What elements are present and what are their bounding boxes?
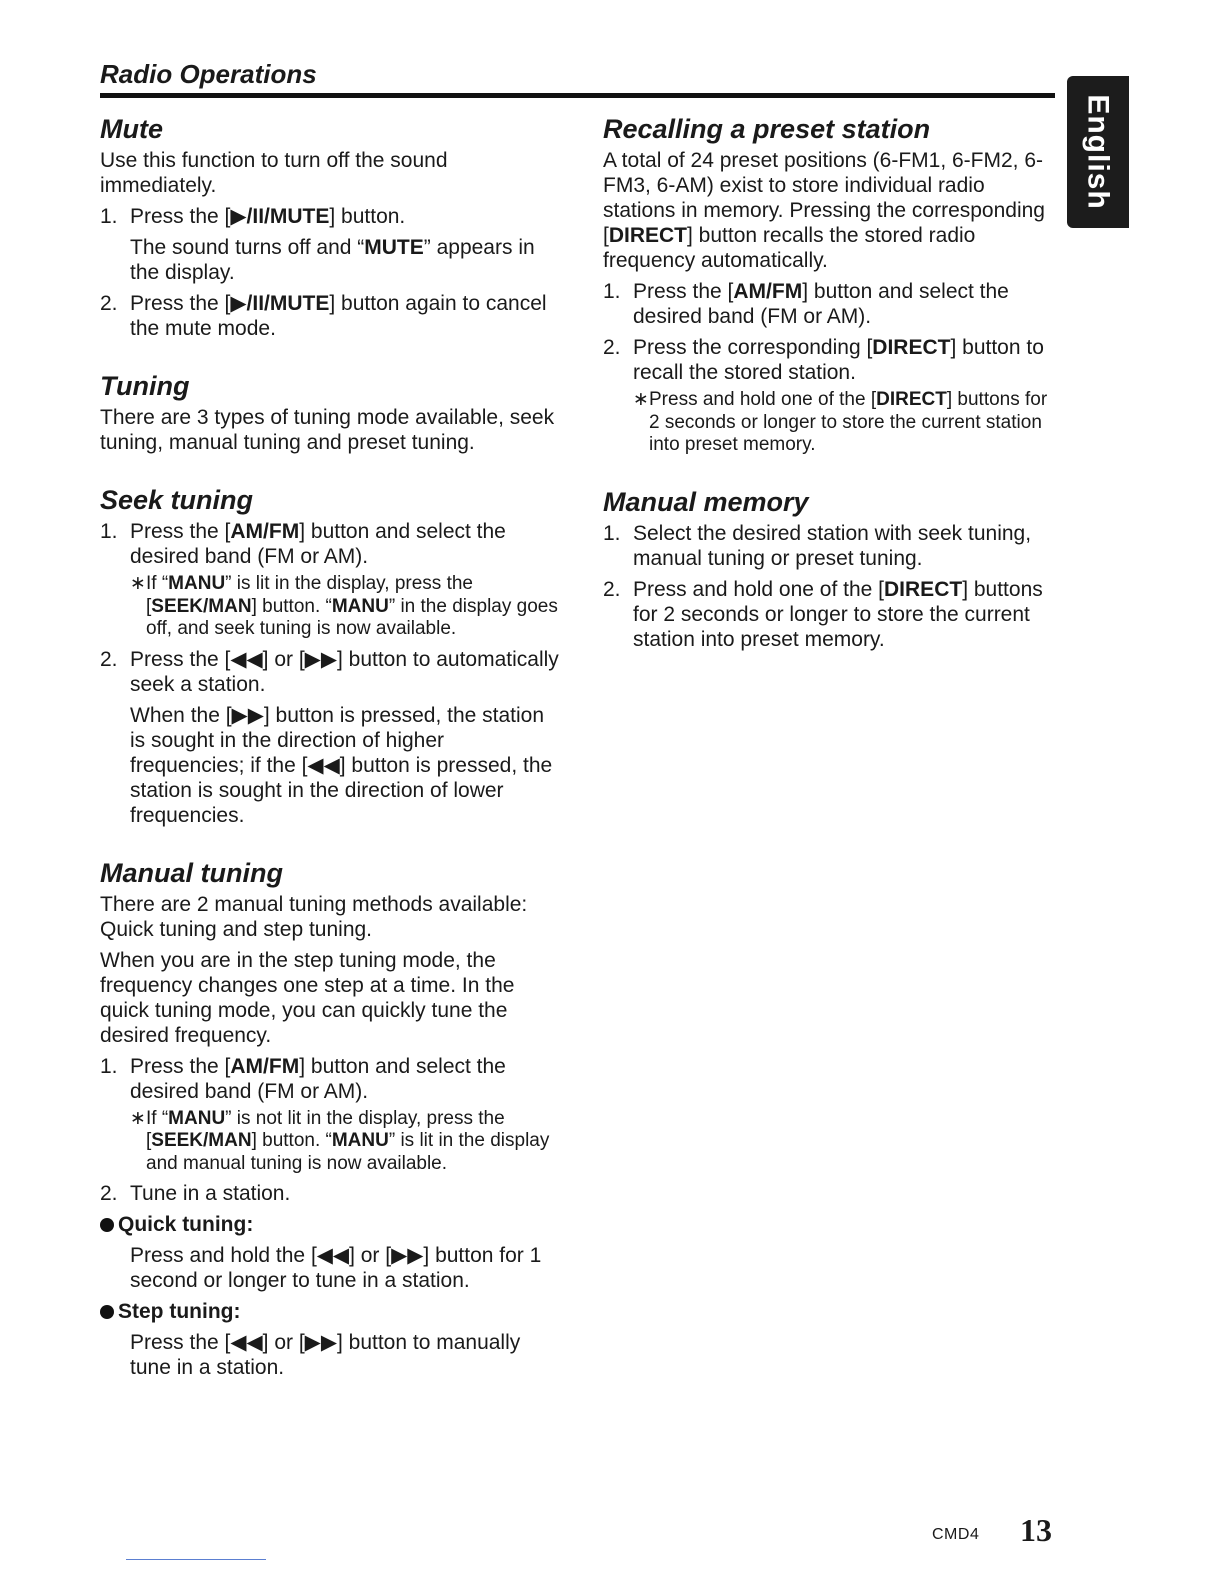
quick-tuning-heading: [100, 1212, 560, 1237]
page-number: 13: [1020, 1512, 1052, 1548]
step-text: [130, 519, 560, 569]
text-part: If “: [146, 1107, 169, 1129]
step-number: 1.: [100, 1054, 118, 1078]
text-part: Press the [: [130, 205, 231, 228]
step-number: 1.: [603, 521, 621, 545]
step-tuning-heading: [100, 1299, 560, 1324]
text-part: ] button and select the desired band (FM or AM).: [130, 520, 506, 568]
recall-steps: [603, 279, 1053, 457]
display-indicator: MANU: [168, 573, 226, 594]
language-tab-label: English: [1082, 94, 1115, 210]
text-part: ] button and select the desired band (FM or AM).: [633, 280, 1009, 328]
language-tab: [1067, 76, 1129, 228]
text-part: ” is lit in the display, press the [: [146, 573, 473, 617]
bullet-icon: [100, 1218, 114, 1232]
header-rule: [100, 93, 1055, 98]
recall-note: [633, 389, 1053, 457]
text-part: If “: [146, 573, 169, 594]
text-part: Press and hold one of the [: [633, 577, 885, 601]
memory-heading: Manual memory: [603, 486, 809, 517]
note-star: ∗: [130, 1107, 146, 1129]
button-key: SEEK/MAN: [151, 1130, 252, 1151]
text-part: Press and hold one of the [: [649, 389, 877, 410]
text-part: ] button to recall the stored station.: [633, 336, 1044, 384]
text-part: Press the corresponding [: [633, 336, 873, 359]
recall-step-2: [603, 335, 1053, 457]
step-tuning-text: Press the [◀◀] or [▶▶] button to manually tune in a station.: [130, 1331, 521, 1379]
step-number: 2.: [100, 647, 118, 671]
bullet-label: Step tuning:: [118, 1300, 241, 1323]
model-code: CMD4: [932, 1526, 980, 1543]
text-part: ] button again to cancel the mute mode.: [130, 292, 547, 340]
text-part: ] button. “: [251, 1130, 332, 1151]
mute-step-2: [100, 291, 560, 341]
step-text: [130, 291, 560, 341]
step-text: Tune in a station.: [130, 1182, 291, 1205]
text-part: ” appears in the display.: [130, 236, 535, 284]
text-part: ] buttons for 2 seconds or longer to store the current station into preset memory.: [633, 577, 1043, 651]
step-text: Press the [◀◀] or [▶▶] button to automatically seek a station.: [130, 647, 559, 696]
text-part: ] buttons for 2 seconds or longer to store the current station into preset memory.: [649, 389, 1048, 455]
text-part: ] button recalls the stored radio frequency automatically.: [603, 224, 976, 272]
step-detail: [130, 235, 560, 285]
step-text: [130, 1054, 560, 1104]
step-number: 2.: [603, 577, 621, 601]
step-text: [633, 279, 1053, 329]
note-star: ∗: [633, 389, 649, 410]
step-number: 1.: [100, 205, 118, 228]
button-key: SEEK/MAN: [151, 595, 252, 617]
step-number: 2.: [100, 1182, 118, 1205]
mute-steps: [100, 204, 560, 341]
display-indicator: MANU: [331, 595, 389, 617]
text-part: ” in the display goes off, and seek tuning is now available.: [146, 595, 558, 639]
note-star: ∗: [130, 573, 146, 594]
mute-heading: Mute: [100, 114, 163, 144]
manual-tuning-note: [130, 1108, 560, 1176]
memory-step-1: [603, 521, 1053, 571]
tuning-intro: There are 3 types of tuning mode available, seek tuning, manual tuning and preset tuning.: [100, 406, 555, 454]
step-detail: When the [▶▶] button is pressed, the station is sought in the direction of higher frequencies; if the [◀◀] button is pressed, the station is sought in the direction of lower frequencies.: [130, 703, 553, 827]
seek-heading: Seek tuning: [100, 485, 254, 515]
tuning-heading: Tuning: [100, 371, 190, 401]
button-key: DIRECT: [872, 336, 951, 359]
seek-section: [100, 483, 560, 828]
text-part: Press the [: [130, 1054, 231, 1078]
text-part: Press the [: [130, 520, 231, 543]
button-key: ▶/II/MUTE: [230, 292, 330, 315]
bullet-label: Quick tuning:: [118, 1213, 254, 1236]
text-part: The sound turns off and “: [130, 236, 365, 259]
button-key: AM/FM: [230, 1054, 300, 1078]
page-header: [100, 56, 1055, 92]
manual-tuning-section: [100, 856, 560, 1381]
step-number: 1.: [100, 520, 118, 543]
memory-section: [603, 485, 1053, 652]
step-text: [130, 204, 560, 229]
text-part: Press the [: [633, 280, 734, 303]
recall-section: [603, 112, 1053, 457]
right-column: [603, 112, 1053, 680]
manual-tuning-steps: [100, 1054, 560, 1207]
bullet-icon: [100, 1305, 114, 1319]
button-key: AM/FM: [230, 520, 300, 543]
seek-steps: [100, 519, 560, 828]
manual-tuning-intro-2: When you are in the step tuning mode, the frequency changes one step at a time. In the quick tuning mode, you can quickly tune the desired frequency.: [100, 948, 515, 1047]
display-indicator: MANU: [331, 1130, 389, 1151]
recall-heading: Recalling a preset station: [603, 114, 931, 144]
manual-tuning-intro-1: There are 2 manual tuning methods available: Quick tuning and step tuning.: [100, 892, 528, 941]
recall-intro: [603, 148, 1053, 273]
memory-step-2: [603, 577, 1053, 652]
step-number: 1.: [603, 280, 621, 303]
button-key: AM/FM: [733, 280, 803, 303]
text-part: ” is lit in the display and manual tuning is now available.: [146, 1130, 550, 1174]
text-part: ] button. “: [251, 595, 332, 617]
button-key: DIRECT: [884, 577, 963, 601]
recall-step-1: [603, 279, 1053, 329]
step-number: 2.: [603, 336, 621, 359]
footer-rule: [126, 1559, 266, 1560]
display-indicator: MANU: [168, 1107, 226, 1129]
seek-note: [130, 573, 560, 641]
step-text: [633, 577, 1053, 652]
mute-step-1: [100, 204, 560, 285]
manual-tuning-heading: Manual tuning: [100, 857, 283, 888]
step-text: [633, 335, 1053, 385]
step-text: Select the desired station with seek tuning, manual tuning or preset tuning.: [633, 521, 1032, 570]
button-key: DIRECT: [608, 224, 688, 247]
left-column: [100, 112, 560, 1408]
text-part: Press the [: [130, 292, 231, 315]
seek-step-2: [100, 647, 560, 828]
manual-tuning-step-1: [100, 1054, 560, 1176]
text-part: ” is not lit in the display, press the [: [146, 1107, 505, 1151]
mute-intro: Use this function to turn off the sound immediately.: [100, 149, 448, 197]
page-title: Radio Operations: [100, 59, 317, 89]
text-part: ] button and select the desired band (FM or AM).: [130, 1054, 506, 1103]
manual-tuning-step-2: [100, 1181, 560, 1206]
button-key: ▶/II/MUTE: [230, 205, 330, 228]
step-number: 2.: [100, 292, 118, 315]
button-key: DIRECT: [876, 389, 947, 410]
memory-steps: [603, 521, 1053, 652]
text-part: ] button.: [329, 205, 406, 228]
quick-tuning-text: Press and hold the [◀◀] or [▶▶] button for 1 second or longer to tune in a station.: [130, 1244, 542, 1292]
text-part: A total of 24 preset positions (6-FM1, 6-FM2, 6-FM3, 6-AM) exist to store individual radio stations in memory. Pressing the corresponding [: [603, 149, 1045, 247]
tuning-section: [100, 369, 560, 455]
display-indicator: MUTE: [364, 236, 424, 259]
seek-step-1: [100, 519, 560, 641]
mute-section: [100, 112, 560, 341]
